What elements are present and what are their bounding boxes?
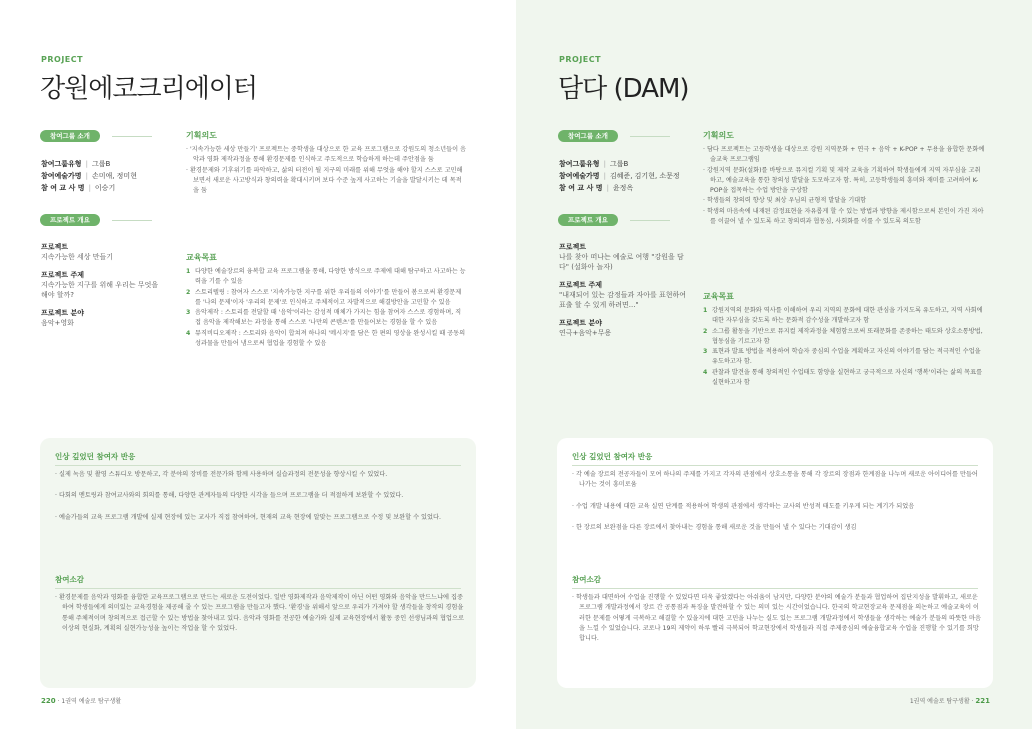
teacher-value: 윤정옥 <box>612 184 634 192</box>
plan-item: · 담다 프로젝트는 고등학생을 대상으로 강원 지역문화 + 연극 + 음악 + K-POP + 무용을 융합한 문화예술교육 프로그램임 <box>703 146 985 164</box>
divider <box>112 220 152 221</box>
project-summary <box>559 242 687 338</box>
divider <box>630 136 670 137</box>
goal-item: 3 음악제작 : 스토리를 전달할 때 '음악'이라는 감성적 매체가 가지는 힘을 참여자 스스로 경험하며, 직접 음악을 제작해보는 과정을 통해 스스로 '나만의 콘텐츠'를 만들어보는 경험을 할 수 있음 <box>186 309 462 327</box>
right-page <box>516 0 1032 729</box>
theme-value: "내재되어 있는 감정들과 자아를 표현하여 표출 할 수 있게 하려면..." <box>559 291 687 309</box>
plan-list <box>186 145 466 196</box>
plan-title: 기획의도 <box>703 131 734 140</box>
page-number: 220 <box>41 697 56 705</box>
field-heading: 프로젝트 분야 <box>41 309 85 317</box>
project-heading: 프로젝트 <box>559 243 587 251</box>
field-value: 음악+영화 <box>41 319 74 327</box>
pill-group-intro: 참여그룹 소개 <box>558 130 618 142</box>
impressions-title: 인상 깊었던 참여자 반응 <box>572 452 653 461</box>
plan-title: 기획의도 <box>186 131 217 140</box>
page-title: 담다 (DAM) <box>558 74 689 104</box>
impression-item: · 예술가들의 교육 프로그램 개발에 실제 현장에 있는 교사가 직접 참여하여, 현재의 교육 현장에 알맞는 프로그램으로 수정 및 보완할 수 있었다. <box>55 513 441 521</box>
impression-item: · 한 장르의 보완점을 다른 장르에서 찾아내는 경험을 통해 새로운 것을 만들어 낼 수 있다는 기대감이 생김 <box>572 523 857 531</box>
project-value: 나를 찾아 떠나는 예술로 여행 "강원을 담다" (설화아 놀자) <box>559 253 684 271</box>
group-type-value: 그룹B <box>91 160 111 168</box>
field-value: 연극+음악+무용 <box>559 329 612 337</box>
review-list <box>572 593 982 655</box>
project-summary <box>41 242 166 328</box>
goal-list <box>703 306 985 388</box>
plan-item: · 학생의 마음속에 내재된 감정표현을 자유롭게 할 수 있는 방법과 방향을 제시함으로써 본인이 가진 자아를 이끌어 낼 수 있도록 하고 창의력과 협동심, 사회화를 이룰 수 있도록 의도함 <box>703 207 984 226</box>
theme-heading: 프로젝트 주제 <box>41 271 85 279</box>
project-label: PROJECT <box>41 55 84 64</box>
group-type-label: 참여그룹유형 <box>559 160 600 168</box>
goal-title: 교육목표 <box>703 292 734 301</box>
impressions-list <box>572 470 982 544</box>
theme-heading: 프로젝트 주제 <box>559 281 603 289</box>
divider <box>572 588 978 589</box>
goal-item: 4 관찰과 발견을 통해 창의적인 수업태도 함양을 실현하고 궁극적으로 자신의 '행복'이라는 삶의 목표를 실현하고자 함 <box>703 368 983 387</box>
goal-title: 교육목표 <box>186 253 217 262</box>
plan-item: · 학생들의 창의력 향상 및 최상 우님의 균형적 발달을 기대함 <box>703 197 867 205</box>
group-type-value: 그룹B <box>609 160 629 168</box>
group-info: 참여그룹유형 | 그룹B 참여예술가명 | 김혜준, 김기현, 소문정 참 여 교 사 명 | 윤정옥 <box>559 160 680 192</box>
review-title: 참여소감 <box>572 575 601 584</box>
teacher-label: 참 여 교 사 명 <box>41 184 85 192</box>
page-footer: 1권역 예술로 탐구생활 · 221 <box>909 697 990 705</box>
pill-group-intro: 참여그룹 소개 <box>40 130 100 142</box>
review-title: 참여소감 <box>55 575 84 584</box>
review-list <box>55 593 465 645</box>
plan-item: · '지속가능한 세상 만들기' 프로젝트는 중학생을 대상으로 한 교육 프로그램으로 강원도의 청소년들이 음악과 영화 제작과정을 통해 환경문제를 인식하고 주도적으로 학습하게 하는데 주안점을 둠 <box>186 146 467 164</box>
footer-text: 1권역 예술로 탐구생활 <box>909 698 970 705</box>
divider <box>572 465 978 466</box>
divider <box>112 136 152 137</box>
project-value: 지속가능한 세상 만들기 <box>41 253 114 261</box>
page-number: 221 <box>975 697 990 705</box>
page-footer: 220 · 1권역 예술로 탐구생활 <box>41 697 122 705</box>
goal-item: 4 뮤직비디오제작 : 스토리와 음악이 합쳐져 하나의 '메시지'를 담은 한 편의 영상을 완성시킬 때 공동의 성과물을 만들어 냄으로써 협업을 경험할 수 있음 <box>186 329 466 348</box>
impression-item: · 각 예술 장르의 전공자들이 모여 하나의 주제를 가지고 각자의 관점에서 상호소통을 통해 각 장르의 장점과 한계점을 나누며 새로운 아이디어를 만들어 나가는 것이 흥미로움 <box>572 471 978 489</box>
review-item: · 환경문제를 음악과 영화를 융합한 교육프로그램으로 만드는 새로운 도전이었다. 일반 영화제작과 음악제작이 아닌 어떤 영화와 음악을 만드느냐에 집중하여 학생들에게 의미있는 교육경험을 제공해 줄 수 있는 프로그램을 만들고자 했다. '환경'을 위해서 앞으로 우리가 가져야 할 생각들을 창작의 경험을 통해 주체적이며 창의적으로 접근할 수 있는 방법을 찾아내고 있다. 음악과 영화를 전공한 예술가와 실제 교육현장에서 활동 중인 선생님과의 협업으로 이상의 현실화, 계획의 실현가능성을 높이는 작업을 할 수 있었다. <box>55 594 464 632</box>
impression-item: · 다회의 멘토링과 참여교사와의 회의를 통해, 다양한 관계자들의 다양한 시각을 들으며 프로그램을 더 적절하게 보완할 수 있었다. <box>55 492 404 500</box>
divider <box>55 588 461 589</box>
group-type-label: 참여그룹유형 <box>41 160 82 168</box>
theme-value: 지속가능한 지구를 위해 우리는 무엇을 해야 할까? <box>41 281 159 299</box>
artist-value: 김혜준, 김기현, 소문정 <box>609 172 680 180</box>
pill-project-overview: 프로젝트 개요 <box>558 214 618 226</box>
impression-item: · 실제 녹음 및 촬영 스튜디오 방문하고, 각 분야의 장비를 전문가와 함께 사용하며 실습과정의 전문성을 향상시킬 수 있었다. <box>55 471 388 478</box>
teacher-label: 참 여 교 사 명 <box>559 184 603 192</box>
project-heading: 프로젝트 <box>41 243 69 251</box>
goal-list <box>186 267 466 349</box>
artist-label: 참여예술가명 <box>41 172 82 180</box>
goal-item: 3 표현과 발표 방법을 적용하여 학습자 중심의 수업을 계획하고 자신의 이야기를 담는 적극적인 수업을 유도하고자 함. <box>703 348 981 366</box>
plan-item: · 환경문제와 기후위기를 파악하고, 삶의 터전이 될 지구의 미래를 위해 무엇을 해야 할지 스스로 고민해보면서 새로운 사고방식과 창의력을 확대시키며 보다 수준 높게 사고하는 기술을 발달시키는 데 목적을 둠 <box>186 166 463 195</box>
goal-item: 1 다양한 예술장르의 융복합 교육 프로그램을 통해, 다양한 방식으로 주제에 대해 탐구하고 사고하는 능력을 기를 수 있음 <box>186 268 466 286</box>
goal-item: 2 스토리텔링 : 참여자 스스로 '지속가능한 지구를 위한 우리들의 이야기'를 만들어 봄으로써 환경문제를 '나의 문제'이자 '우리의 문제'로 인식하고 주체적이고 자발적으로 해결방안을 고민할 수 있음 <box>186 288 462 306</box>
pill-project-overview: 프로젝트 개요 <box>40 214 100 226</box>
field-heading: 프로젝트 분야 <box>559 319 603 327</box>
teacher-value: 이승기 <box>94 184 116 192</box>
goal-item: 2 소그룹 활동을 기반으로 뮤지컬 제작과정을 체험함으로써 또래문화를 존중하는 태도와 상호소통방법, 협동심을 기르고자 함 <box>703 327 983 345</box>
goal-item: 1 강원지역의 문화와 역사를 이해하여 우리 지역의 문화에 대한 관심을 가지도록 유도하고, 지역 사회에 대한 자부심을 갖도록 하는 문화적 감수성을 개발하고자 함 <box>703 307 983 325</box>
impressions-title: 인상 깊었던 참여자 반응 <box>55 452 136 461</box>
feedback-box <box>557 438 993 688</box>
review-item: · 학생들과 대면하여 수업을 진행할 수 있었다면 더욱 좋았겠다는 아쉬움이 남지만, 다양한 분야의 예술가 분들과 협업하여 집단지성을 발휘하고, 새로운 프로그램 개발과정에서 장르 간 공통점과 특징을 발견하할 수 있는 의미 있는 시간이었습니다. 한국의 학교현장교육 문제점을 의논하고 예술교육이 이러한 문제를 어떻게 극복하고 해결할 수 있을지에 대한 고민을 나누는 실도 있는 프로그램 개발과정에서 학생들을 생각하는 예술가 분들의 따뜻한 마음을 느낄 수 있었습니다. 코로나 19의 제약이 하루 빨리 극복되어 학교현장에서 학생들과 직접 주제중심의 예술융합교육 수업을 진행할 수 있기를 희망합니다. <box>572 594 981 643</box>
artist-value: 손미애, 정미현 <box>91 172 137 180</box>
group-info: 참여그룹유형 | 그룹B 참여예술가명 | 손미애, 정미현 참 여 교 사 명 | 이승기 <box>41 160 137 192</box>
feedback-box <box>40 438 476 688</box>
plan-item: · 강원지역 문화(설화)를 바탕으로 뮤지컬 기획 및 제작 교육을 기획하여 학생들에게 지역 자부심을 고취하고, 예술교육을 통한 창의성 발달을 도모하고자 함. 특히, 고등학생들의 흥미와 재미를 고려하여 K-POP을 접목하는 수업 방안을 구상함 <box>703 166 981 195</box>
impressions-list <box>55 470 465 534</box>
artist-label: 참여예술가명 <box>559 172 600 180</box>
divider <box>630 220 670 221</box>
divider <box>55 465 461 466</box>
impression-item: · 수업 개발 내용에 대한 교육 실연 단계를 적용하여 학생의 관점에서 생각하는 교사의 반성적 태도를 키우게 되는 계기가 되었음 <box>572 502 915 510</box>
page-title: 강원에코크리에이터 <box>40 74 258 104</box>
footer-text: 1권역 예술로 탐구생활 <box>61 698 122 705</box>
plan-list <box>703 145 985 227</box>
project-label: PROJECT <box>559 55 602 64</box>
